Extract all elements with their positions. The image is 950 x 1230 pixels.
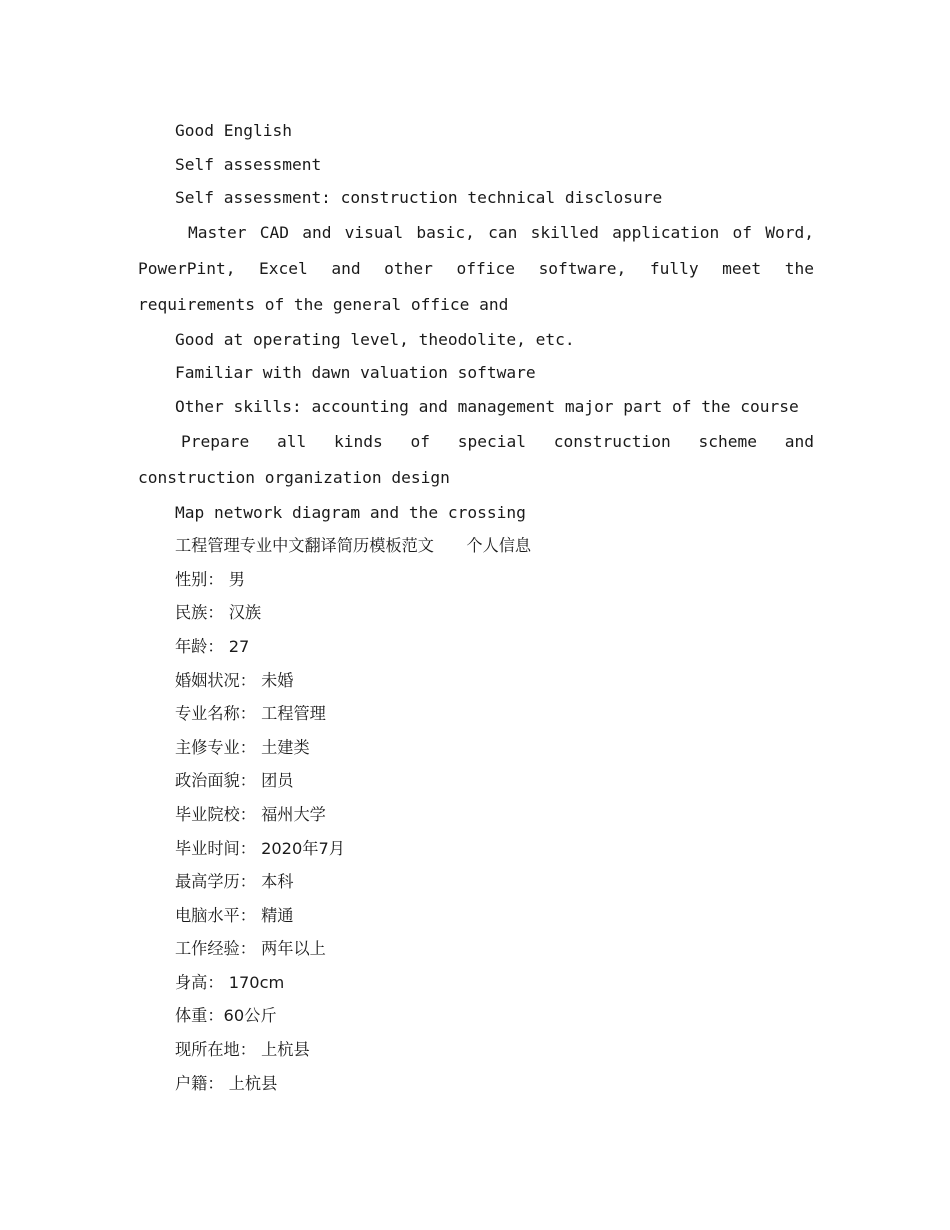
text-line-network-diagram: Map network diagram and the crossing	[175, 502, 526, 522]
info-height: 身高： 170cm	[175, 972, 285, 992]
info-graduate-school: 毕业院校： 福州大学	[175, 804, 326, 824]
info-age: 年龄： 27	[175, 636, 250, 656]
info-political-status: 政治面貌： 团员	[175, 771, 294, 791]
document-body	[138, 114, 814, 1100]
paragraph-construction-scheme: Prepare all kinds of special construction scheme and construction organization design	[138, 431, 814, 487]
info-household-registration: 户籍： 上杭县	[175, 1073, 278, 1093]
info-education: 最高学历： 本科	[175, 872, 294, 892]
text-line-good-english: Good English	[175, 121, 292, 140]
text-line-other-skills: Other skills: accounting and management major part of the course	[175, 396, 799, 416]
text-line-valuation-software: Familiar with dawn valuation software	[175, 363, 536, 383]
info-main-major: 主修专业： 土建类	[175, 737, 310, 757]
text-line-self-assessment: Self assessment: construction technical disclosure	[175, 188, 663, 208]
info-marital-status: 婚姻状况： 未婚	[175, 670, 294, 690]
section-title-personal-info: 工程管理专业中文翻译简历模板范文 个人信息	[175, 536, 532, 556]
info-gender: 性别： 男	[175, 569, 245, 589]
info-work-experience: 工作经验： 两年以上	[175, 939, 326, 959]
paragraph-software-skills: Master CAD and visual basic, can skilled application of Word, PowerPint, Excel and other office software, fully meet the requirements of the general office and	[138, 222, 814, 314]
info-graduation-date: 毕业时间： 2020年7月	[175, 838, 345, 858]
info-major-name: 专业名称： 工程管理	[175, 704, 326, 724]
info-ethnicity: 民族： 汉族	[175, 603, 262, 623]
info-current-location: 现所在地： 上杭县	[175, 1040, 310, 1060]
text-line-operating-level: Good at operating level, theodolite, etc.	[175, 329, 575, 349]
text-line-self-assessment-heading: Self assessment	[175, 154, 322, 174]
info-weight: 体重：60公斤	[175, 1006, 277, 1026]
info-computer-level: 电脑水平： 精通	[175, 905, 294, 925]
